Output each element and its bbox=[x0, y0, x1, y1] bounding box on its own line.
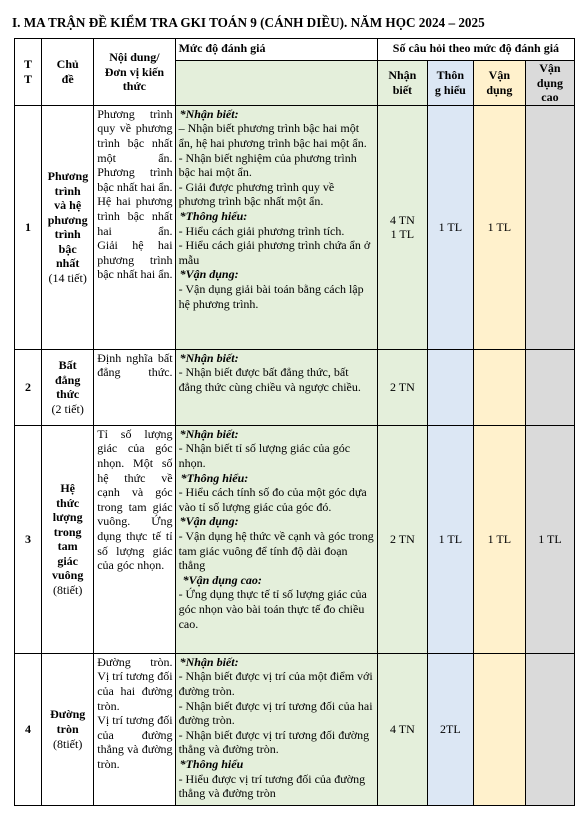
unit-cell bbox=[94, 425, 175, 653]
header-vd: Vận dụng bbox=[473, 61, 525, 106]
level-heading: *Vận dụng cao: bbox=[182, 572, 262, 587]
count-value: 2 TN bbox=[389, 531, 415, 546]
count-vdc bbox=[525, 653, 574, 805]
count-th: 1 TL bbox=[427, 425, 473, 653]
level-line: – Nhận biết phương trình bậc hai một ẩn, hệ hai phương trình bậc hai một ẩn. bbox=[178, 121, 367, 150]
table-row bbox=[15, 105, 575, 349]
topic-name: Đường tròn bbox=[50, 707, 86, 736]
level-line: - Nhận biết được vị trí tương đối đường thẳng và đường tròn. bbox=[178, 727, 370, 757]
header-nb: Nhận biết bbox=[377, 61, 427, 106]
unit-item: Đường tròn. bbox=[97, 654, 173, 669]
topic-cell bbox=[42, 653, 94, 805]
row-number: 4 bbox=[15, 653, 42, 805]
topic-note: (8tiết) bbox=[53, 736, 83, 751]
level-heading: *Thông hiểu: bbox=[179, 208, 248, 223]
level-heading: *Thông hiểu bbox=[179, 756, 244, 771]
level-heading: *Vận dụng: bbox=[179, 267, 239, 282]
row-number: 3 bbox=[15, 425, 42, 653]
header-th: Thôn g hiểu bbox=[427, 61, 473, 106]
header-topic: Chủ đề bbox=[42, 39, 94, 106]
unit-cell bbox=[94, 349, 175, 425]
count-th: 2TL bbox=[427, 653, 473, 805]
topic-name: Phương trình và hệ phương trình bậc nhất bbox=[47, 168, 89, 271]
level-heading: *Nhận biết: bbox=[179, 106, 239, 121]
level-line: - Nhận biết nghiệm của phương trình bậc hai một ẩn. bbox=[178, 150, 357, 180]
count-vd: 1 TL bbox=[473, 425, 525, 653]
count-vd bbox=[473, 653, 525, 805]
level-line: - Nhận biết tỉ số lượng giác của góc nhọn. bbox=[178, 441, 351, 470]
level-line: - Nhận biết được vị trí của một điểm với đường tròn. bbox=[178, 669, 373, 698]
unit-item: Giải hệ hai phương trình bậc nhất hai ẩn. bbox=[97, 238, 173, 282]
level-line: - Vận dụng hệ thức về cạnh và góc trong tam giác vuông để tính độ dài đoạn thẳng bbox=[178, 528, 374, 573]
count-value: 4 TN bbox=[389, 212, 415, 227]
topic-note: (2 tiết) bbox=[51, 401, 84, 416]
count-value: 1 TL bbox=[390, 227, 415, 242]
count-nb bbox=[377, 105, 427, 349]
header-level-blank bbox=[175, 61, 377, 106]
unit-item: Tỉ số lượng giác của góc nhọn. Một số hệ thức về cạnh và góc trong tam giác vuông. Ứng dụng thực tế tỉ số lượng giác của góc nhọn. bbox=[97, 426, 173, 573]
unit-cell bbox=[94, 105, 175, 349]
level-line: - Giải được phương trình quy về phương trình bậc nhất một ẩn. bbox=[178, 179, 335, 209]
count-th: 1 TL bbox=[427, 105, 473, 349]
level-line: - Hiểu cách giải phương trình tích. bbox=[178, 223, 345, 238]
topic-name: Bất đẳng thức bbox=[54, 358, 81, 402]
table-row bbox=[15, 653, 575, 805]
level-heading: *Nhận biết: bbox=[179, 350, 239, 365]
unit-item: Phương trình bậc nhất hai ẩn. bbox=[97, 165, 173, 194]
header-tt: T T bbox=[15, 39, 42, 106]
header-count-group: Số câu hỏi theo mức độ đánh giá bbox=[377, 39, 574, 61]
level-cell bbox=[175, 425, 377, 653]
count-value: 4 TN bbox=[389, 721, 415, 736]
unit-item: Định nghĩa bất đẳng thức. bbox=[97, 350, 173, 380]
level-line: - Nhận biết được bất đẳng thức, bất đẳng thức cùng chiều và ngược chiều. bbox=[178, 365, 361, 394]
header-unit: Nội dung/Đơn vị kiến thức bbox=[94, 39, 175, 106]
level-line: - Hiểu cách tính số đo của một góc dựa vào tỉ số lượng giác của góc đó. bbox=[178, 485, 367, 514]
count-value: 2 TN bbox=[389, 379, 415, 394]
count-vdc bbox=[525, 349, 574, 425]
unit-item: Phương trình quy về phương trình bậc nhất một ẩn. bbox=[97, 106, 173, 165]
level-cell bbox=[175, 349, 377, 425]
topic-cell bbox=[42, 425, 94, 653]
count-th bbox=[427, 349, 473, 425]
header-level: Mức độ đánh giá bbox=[175, 39, 377, 61]
count-vdc bbox=[525, 105, 574, 349]
table-row bbox=[15, 349, 575, 425]
topic-cell bbox=[42, 105, 94, 349]
row-number: 1 bbox=[15, 105, 42, 349]
level-line: - Hiểu được vị trí tương đối của đường thẳng và đường tròn bbox=[178, 771, 366, 801]
level-heading: *Nhận biết: bbox=[179, 654, 239, 669]
header-vdc: Vận dụng cao bbox=[525, 61, 574, 106]
unit-item: Hệ hai phương trình bậc nhất hai ẩn. bbox=[97, 194, 173, 238]
count-nb bbox=[377, 653, 427, 805]
level-heading: *Nhận biết: bbox=[179, 426, 239, 441]
level-cell bbox=[175, 105, 377, 349]
assessment-matrix-table bbox=[14, 38, 575, 806]
level-line: - Nhận biết được vị trí tương đối của hai đường tròn. bbox=[178, 698, 373, 728]
level-cell bbox=[175, 653, 377, 805]
count-vd bbox=[473, 349, 525, 425]
unit-item: Vị trí tương đối của hai đường tròn. bbox=[97, 669, 173, 713]
count-vdc: 1 TL bbox=[525, 425, 574, 653]
level-line: - Ứng dụng thực tế tỉ số lượng giác của góc nhọn vào bài toán thực tế đo chiều cao. bbox=[178, 587, 367, 631]
unit-cell bbox=[94, 653, 175, 805]
count-vd: 1 TL bbox=[473, 105, 525, 349]
document-title: I. MA TRẬN ĐỀ KIỂM TRA GKI TOÁN 9 (CÁNH DIỀU). NĂM HỌC 2024 – 2025 bbox=[12, 15, 485, 30]
topic-name: Hệ thức lượng trong tam giác vuông bbox=[51, 480, 84, 583]
topic-note: (14 tiết) bbox=[48, 271, 87, 286]
topic-cell bbox=[42, 349, 94, 425]
count-nb bbox=[377, 349, 427, 425]
unit-item: Vị trí tương đối của đường thẳng và đường tròn. bbox=[97, 713, 173, 771]
level-line: - Hiểu cách giải phương trình chứa ẩn ở mẫu bbox=[178, 238, 371, 267]
count-nb bbox=[377, 425, 427, 653]
table-row bbox=[15, 425, 575, 653]
level-heading: *Vận dụng: bbox=[179, 514, 239, 529]
row-number: 2 bbox=[15, 349, 42, 425]
level-line: - Vận dụng giải bài toán bằng cách lập hệ phương trình. bbox=[178, 281, 364, 311]
level-heading: *Thông hiểu: bbox=[180, 470, 249, 485]
topic-note: (8tiết) bbox=[53, 583, 83, 598]
